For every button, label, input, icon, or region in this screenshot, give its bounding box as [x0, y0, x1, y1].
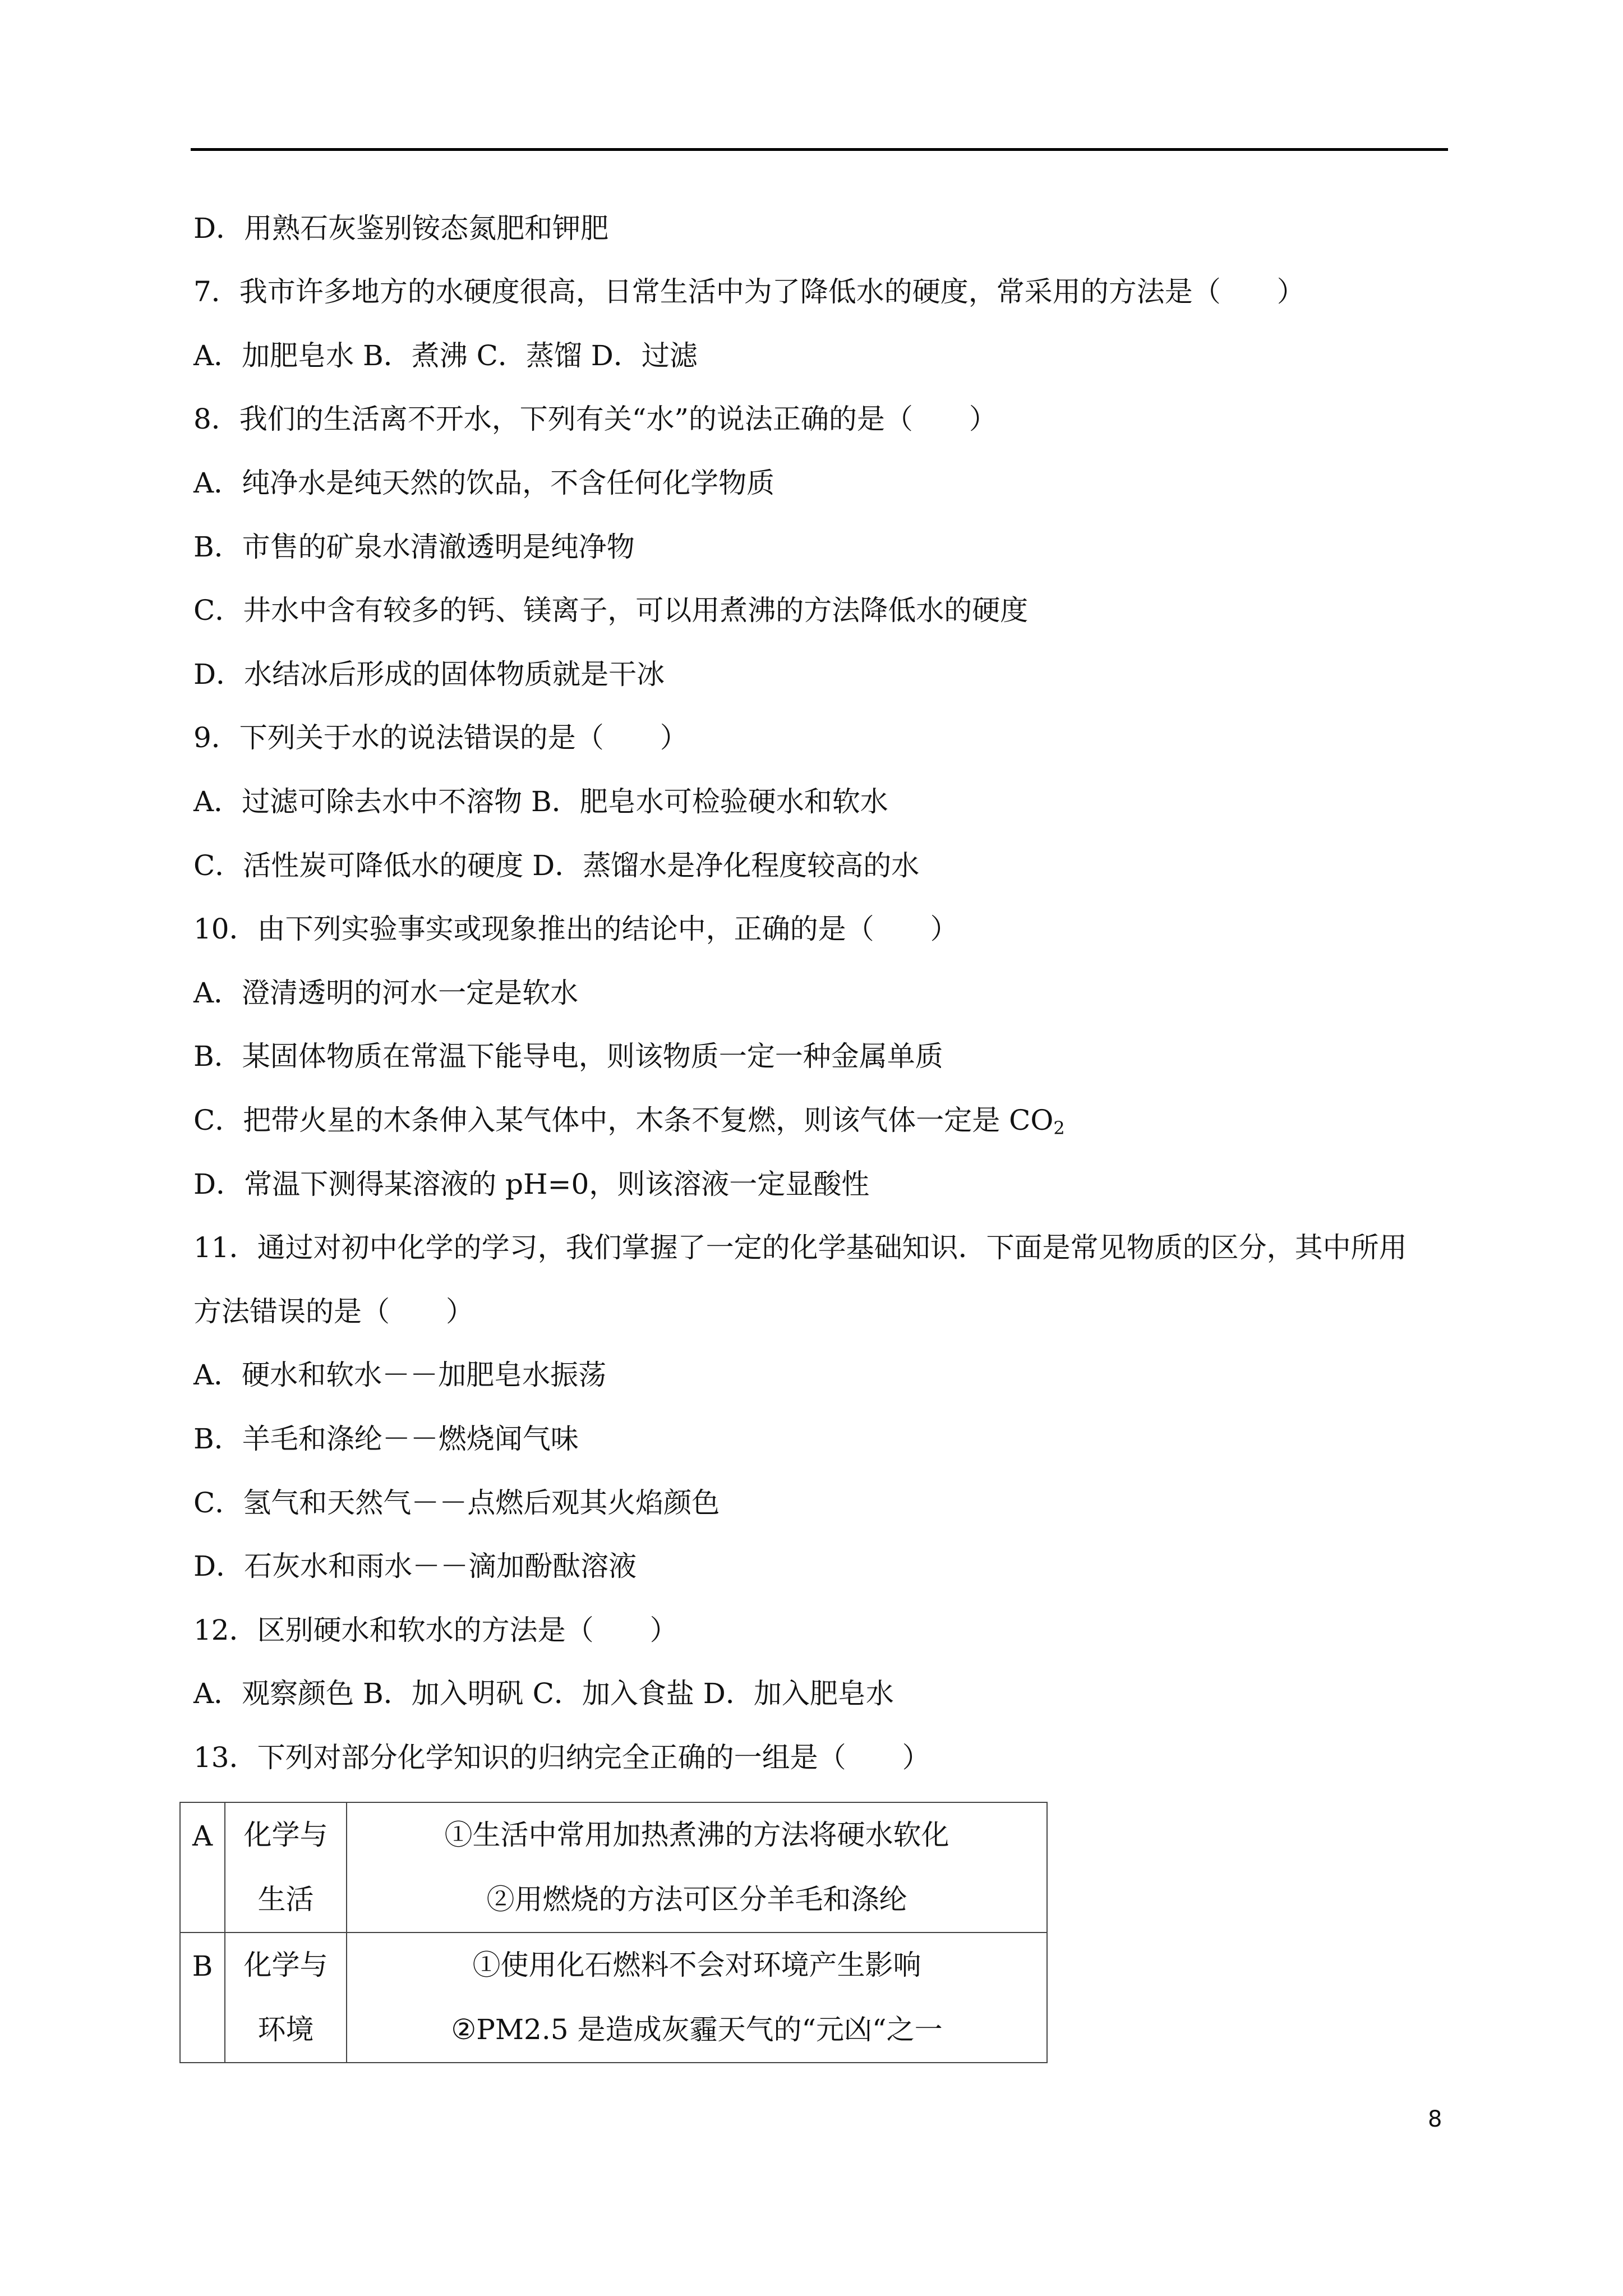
q10-option-c-text: C．把带火星的木条伸入某气体中，木条不复燃，则该气体一定是 CO [193, 1104, 1054, 1137]
q9-options-cd: C．活性炭可降低水的硬度 D．蒸馏水是净化程度较高的水 [193, 849, 920, 882]
table-row [180, 1932, 1047, 2063]
q8-option-d: D．水结冰后形成的固体物质就是干冰 [193, 658, 665, 691]
q11-option-b: B．羊毛和涤纶－－燃烧闻气味 [193, 1423, 579, 1455]
q8-option-c: C．井水中含有较多的钙、镁离子，可以用煮沸的方法降低水的硬度 [193, 594, 1029, 627]
table-row [180, 1802, 1047, 1932]
row-category [225, 1932, 347, 2063]
item-line: ①使用化石燃料不会对环境产生影响 [472, 1949, 921, 1981]
category-line: 化学与 [243, 1949, 328, 1981]
row-letter: B [180, 1932, 225, 2063]
q8-stem: 8．我们的生活离不开水，下列有关“水”的说法正确的是（ ） [193, 403, 997, 435]
q11-option-d: D．石灰水和雨水－－滴加酚酞溶液 [193, 1550, 637, 1582]
page-number: 8 [1428, 2106, 1442, 2132]
q10-option-d: D．常温下测得某溶液的 pH=0，则该溶液一定显酸性 [193, 1168, 870, 1200]
q11-stem-line1: 11．通过对初中化学的学习，我们掌握了一定的化学基础知识．下面是常见物质的区分，其中所用 [193, 1231, 1407, 1264]
item-line: ①生活中常用加热煮沸的方法将硬水软化 [444, 1819, 949, 1851]
q13-stem: 13．下列对部分化学知识的归纳完全正确的一组是（ ） [193, 1741, 930, 1774]
row-items [347, 1802, 1047, 1932]
q9-options-ab: A．过滤可除去水中不溶物 B．肥皂水可检验硬水和软水 [193, 785, 888, 818]
q11-option-a: A．硬水和软水－－加肥皂水振荡 [193, 1359, 607, 1391]
q8-option-b: B．市售的矿泉水清澈透明是纯净物 [193, 531, 635, 563]
q11-option-c: C．氢气和天然气－－点燃后观其火焰颜色 [193, 1487, 720, 1519]
row-letter: A [180, 1802, 225, 1932]
q10-option-b: B．某固体物质在常温下能导电，则该物质一定一种金属单质 [193, 1040, 943, 1073]
row-items [347, 1932, 1047, 2063]
q7-options: A．加肥皂水 B．煮沸 C．蒸馏 D．过滤 [193, 339, 698, 372]
co2-subscript: 2 [1053, 1117, 1065, 1139]
q9-stem: 9．下列关于水的说法错误的是（ ） [193, 721, 688, 754]
row-category [225, 1802, 347, 1932]
category-line: 化学与 [243, 1819, 328, 1851]
category-line: 生活 [257, 1883, 314, 1916]
q10-option-a: A．澄清透明的河水一定是软水 [193, 977, 579, 1009]
q11-stem-line2: 方法错误的是（ ） [193, 1295, 474, 1328]
header-rule [191, 148, 1448, 151]
q12-stem: 12．区别硬水和软水的方法是（ ） [193, 1614, 678, 1646]
q6-option-d: D．用熟石灰鉴别铵态氮肥和钾肥 [193, 212, 609, 245]
category-line: 环境 [257, 2013, 314, 2046]
q10-option-c [193, 1103, 1065, 1145]
q12-options: A．观察颜色 B．加入明矾 C．加入食盐 D．加入肥皂水 [193, 1677, 894, 1710]
q8-option-a: A．纯净水是纯天然的饮品，不含任何化学物质 [193, 467, 775, 499]
item-line: ②用燃烧的方法可区分羊毛和涤纶 [486, 1883, 907, 1916]
q13-table [179, 1802, 1048, 2063]
q7-stem: 7．我市许多地方的水硬度很高，日常生活中为了降低水的硬度，常采用的方法是（ ） [193, 275, 1305, 308]
q10-stem: 10．由下列实验事实或现象推出的结论中，正确的是（ ） [193, 913, 958, 945]
item-line: ②PM2.5 是造成灰霾天气的“元凶“之一 [451, 2013, 943, 2046]
